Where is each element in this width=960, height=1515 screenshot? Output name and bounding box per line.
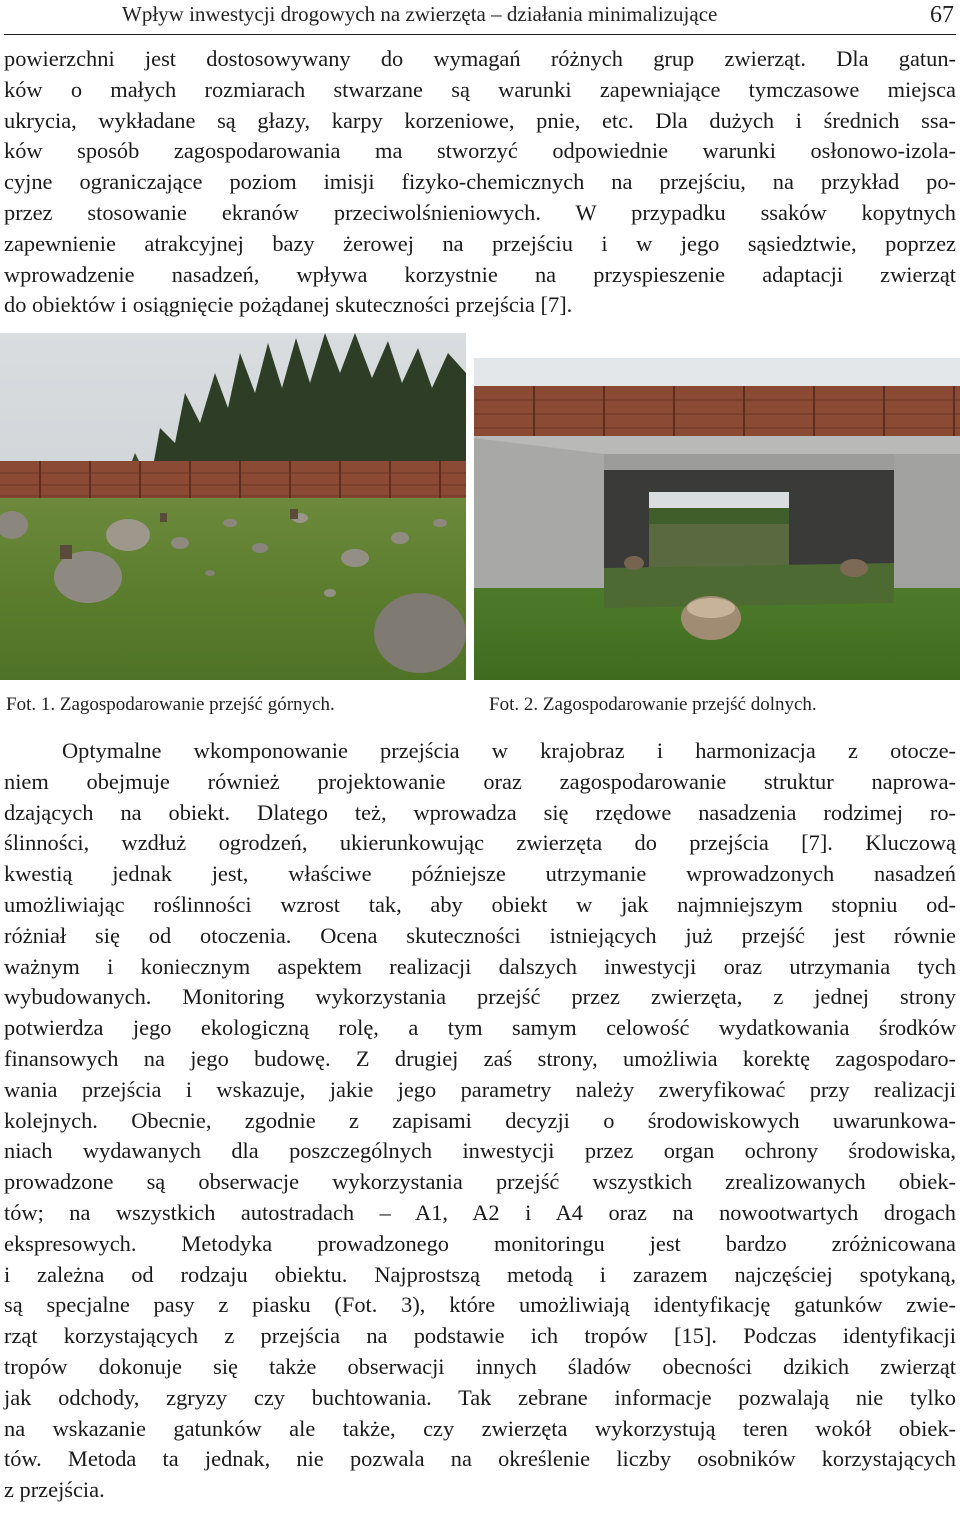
text-line: przez stosowanie ekranów przeciwolśnieniowych. W przypadku ssaków kopytnych (4, 199, 956, 225)
photo-overpass-boulders (0, 333, 466, 680)
text-line: dzających na obiekt. Dlatego też, wprowadza się rzędowe nasadzenia rodzimej ro- (4, 799, 956, 825)
text-line: tów. Metoda ta jednak, nie pozwala na określenie liczby osobników korzystających (4, 1446, 956, 1472)
text-line: tropów dokonuje się także obserwacji innych śladów obecności dzikich zwierząt (4, 1353, 956, 1379)
text-line: rząt korzystających z przejścia na podstawie ich tropów [15]. Podczas identyfikacji (4, 1323, 956, 1349)
text-line: tów; na wszystkich autostradach – A1, A2 i A4 oraz na nowootwartych drogach (4, 1199, 956, 1225)
page-number: 67 (930, 2, 954, 28)
header-rule (4, 34, 956, 35)
text-line: prowadzone są obserwacje wykorzystania przejść wszystkich zrealizowanych obiek- (4, 1169, 956, 1195)
text-line: i zależna od rodzaju obiektu. Najprostszą metodą i zarazem najczęściej spotykaną, (4, 1261, 956, 1287)
paragraph-intro (4, 44, 956, 321)
text-line: są specjalne pasy z piasku (Fot. 3), które umożliwiają identyfikację gatunków zwie- (4, 1292, 956, 1318)
text-line: wania przejścia i wskazuje, jakie jego parametry należy zweryfikować przy realizacji (4, 1076, 956, 1102)
text-line: ukrycia, wykładane są głazy, karpy korzeniowe, pnie, etc. Dla dużych i średnich ssa- (4, 107, 956, 133)
text-line: kwestią jednak jest, właściwe późniejsze utrzymanie wprowadzonych nasadzeń (4, 861, 956, 887)
underpass-photo-image (474, 358, 960, 680)
text-line: ków o małych rozmiarach stwarzane są warunki zapewniające tymczasowe miejsca (4, 76, 956, 102)
text-line: powierzchni jest dostosowywany do wymagań różnych grup zwierząt. Dla gatun- (4, 46, 956, 71)
text-line: ważnym i koniecznym aspektem realizacji dalszych inwestycji oraz utrzymania tych (4, 953, 956, 979)
overpass-photo-image (0, 333, 466, 680)
photo-underpass (474, 358, 960, 680)
text-line: na wskazanie gatunków ale także, czy zwierzęta wykorzystują teren wokół obiek- (4, 1415, 956, 1441)
text-line: cyjne ograniczające poziom imisji fizyko-chemicznych na przejściu, na przykład po- (4, 169, 956, 195)
text-line: niem obejmuje również projektowanie oraz zagospodarowanie struktur naprowa- (4, 768, 956, 794)
text-line: umożliwiając roślinności wzrost tak, aby obiekt w jak najmniejszym stopniu od- (4, 891, 956, 917)
text-line: z przejścia. (4, 1477, 105, 1503)
text-line: do obiektów i osiągnięcie pożądanej skuteczności przejścia [7]. (4, 292, 573, 318)
text-line: wprowadzenie nasadzeń, wpływa korzystnie na przyspieszenie adaptacji zwierząt (4, 261, 956, 287)
text-line: potwierdza jego ekologiczną rolę, a tym samym celowość wydatkowania środków (4, 1015, 956, 1041)
text-line: ków sposób zagospodarowania ma stworzyć odpowiednie warunki osłonowo-izola- (4, 138, 956, 164)
text-line: różniał się od otoczenia. Ocena skuteczności istniejących już przejść jest równie (4, 922, 956, 948)
text-line: kolejnych. Obecnie, zgodnie z zapisami decyzji o środowiskowych uwarunkowa- (4, 1107, 956, 1133)
text-line: jak odchody, zgryzy czy buchtowania. Tak zebrane informacje pozwalają nie tylko (4, 1384, 956, 1410)
paragraph-monitoring (4, 736, 956, 1506)
text-line: finansowych na jego budowę. Z drugiej zaś strony, umożliwia korektę zagospodaro- (4, 1045, 956, 1071)
text-line: ekspresowych. Metodyka prowadzonego monitoringu jest bardzo zróżnicowana (4, 1230, 956, 1256)
text-line: ślinności, wzdłuż ogrodzeń, ukierunkowując zwierzęta do przejścia [7]. Kluczową (4, 830, 956, 856)
text-line: Optymalne wkomponowanie przejścia w krajobraz i harmonizacja z otocze- (62, 738, 956, 763)
figure-1-caption: Fot. 1. Zagospodarowanie przejść górnych. (6, 694, 335, 715)
figure-2-caption: Fot. 2. Zagospodarowanie przejść dolnych. (489, 694, 817, 715)
text-line: niach wydawanych dla poszczególnych inwestycji przez organ ochrony środowiska, (4, 1138, 956, 1164)
running-title: Wpływ inwestycji drogowych na zwierzęta – działania minimalizujące (122, 2, 718, 26)
running-header (0, 0, 960, 34)
text-line: wybudowanych. Monitoring wykorzystania przejść przez zwierzęta, z jednej strony (4, 984, 956, 1010)
text-line: zapewnienie atrakcyjnej bazy żerowej na przejściu i w jego sąsiedztwie, poprzez (4, 230, 956, 256)
